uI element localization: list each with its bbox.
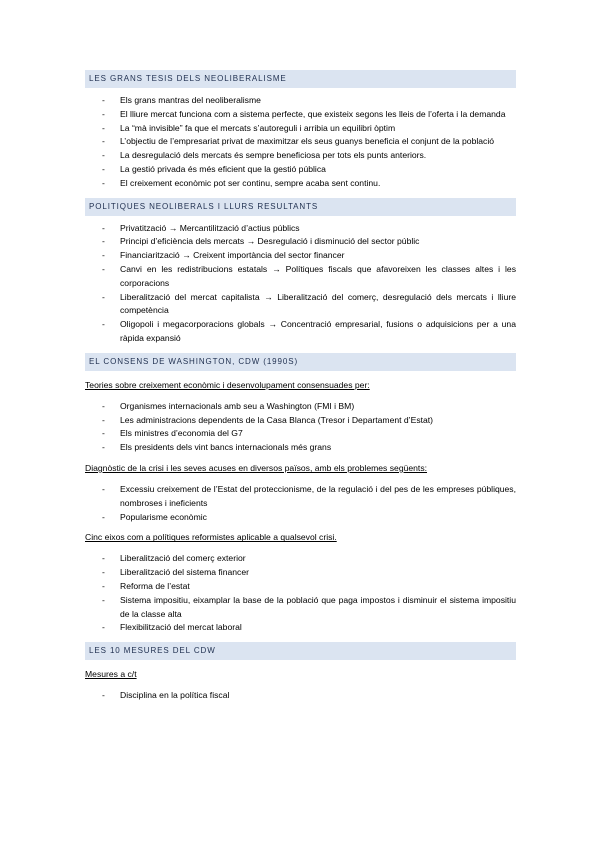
- dash-bullet-icon: -: [102, 263, 105, 274]
- dash-bullet-icon: -: [102, 222, 105, 233]
- bullet-list: [85, 94, 516, 191]
- list-item: - Liberalització del comerç exterior: [85, 552, 516, 566]
- document-page: [85, 70, 516, 710]
- bullet-list: [85, 222, 516, 346]
- dash-bullet-icon: -: [102, 108, 105, 119]
- dash-bullet-icon: -: [102, 553, 105, 564]
- section-heading: POLITIQUES NEOLIBERALS I LLURS RESULTANTS: [85, 198, 516, 216]
- subheading: Mesures a c/t: [85, 669, 137, 680]
- list-item: - La “mà invisible” fa que el mercats s’autoreguli i arribia un equilibri òptim: [85, 122, 516, 136]
- list-item: - Liberalització del sistema financer: [85, 566, 516, 580]
- dash-bullet-icon: -: [102, 594, 105, 605]
- bullet-list: [85, 483, 516, 524]
- list-item: - Les administracions dependents de la Casa Blanca (Tresor i Departament d’Estat): [85, 414, 516, 428]
- section-heading: LES 10 MESURES DEL CDW: [85, 642, 516, 660]
- list-item: - Canvi en les redistribucions estatals → Polítiques fiscals que afavoreixen les classes altes i les corporacions: [102, 263, 516, 288]
- list-item: - Els ministres d’economia del G7: [85, 427, 516, 441]
- dash-bullet-icon: -: [102, 400, 105, 411]
- list-item: - Excessiu creixement de l’Estat del proteccionisme, de la regulació i del pes de les empreses públiques, nombroses i ineficients: [102, 483, 516, 508]
- dash-bullet-icon: -: [102, 136, 105, 147]
- dash-bullet-icon: -: [102, 250, 105, 261]
- dash-bullet-icon: -: [102, 580, 105, 591]
- list-item: - Sistema impositiu, eixamplar la base de la població que paga impostos i disminuir el sistema impositiu de la classe alta: [102, 594, 516, 619]
- bullet-list: [85, 552, 516, 635]
- dash-bullet-icon: -: [102, 567, 105, 578]
- list-item: - La gestió privada és més eficient que la gestió pública: [85, 163, 516, 177]
- section-heading: EL CONSENS DE WASHINGTON, CDW (1990S): [85, 353, 516, 371]
- list-item: - Els grans mantras del neoliberalisme: [85, 94, 516, 108]
- subheading: Cinc eixos com a polítiques reformistes aplicable a qualsevol crisi.: [85, 532, 337, 543]
- list-item: - Privatització → Mercantilització d’actius públics: [85, 222, 516, 236]
- section-heading: LES GRANS TESIS DELS NEOLIBERALISME: [85, 70, 516, 88]
- subheading: Diagnòstic de la crisi i les seves acuses en diversos països, amb els problemes següents:: [85, 462, 428, 473]
- list-item: - El lliure mercat funciona com a sistema perfecte, que existeix segons les lleis de l’oferta i la demanda: [85, 108, 516, 122]
- list-item: - Organismes internacionals amb seu a Washington (FMI i BM): [85, 400, 516, 414]
- dash-bullet-icon: -: [102, 122, 105, 133]
- dash-bullet-icon: -: [102, 177, 105, 188]
- dash-bullet-icon: -: [102, 428, 105, 439]
- dash-bullet-icon: -: [102, 483, 105, 494]
- list-item: - Els presidents dels vint bancs internacionals més grans: [85, 441, 516, 455]
- dash-bullet-icon: -: [102, 442, 105, 453]
- list-item: - La desregulació dels mercats és sempre beneficiosa per tots els punts anteriors.: [85, 149, 516, 163]
- dash-bullet-icon: -: [102, 414, 105, 425]
- dash-bullet-icon: -: [102, 236, 105, 247]
- dash-bullet-icon: -: [102, 622, 105, 633]
- list-item: - El creixement econòmic pot ser continu, sempre acaba sent continu.: [85, 177, 516, 191]
- dash-bullet-icon: -: [102, 163, 105, 174]
- list-item: - Reforma de l’estat: [85, 580, 516, 594]
- list-item: - Popularisme econòmic: [85, 511, 516, 525]
- list-item: - L’objectiu de l’empresariat privat de maximitzar els seus guanys beneficia el conjunt de la població: [85, 135, 516, 149]
- list-item: - Oligopoli i megacorporacions globals → Concentració empresarial, fusions o adquisicions per a una ràpida expansió: [102, 319, 516, 343]
- dash-bullet-icon: -: [102, 690, 105, 701]
- bullet-list: [85, 689, 516, 703]
- list-item: - Financiarització → Creixent importància del sector financer: [85, 249, 516, 263]
- dash-bullet-icon: -: [102, 319, 105, 330]
- list-item: - Disciplina en la política fiscal: [85, 689, 516, 703]
- dash-bullet-icon: -: [102, 150, 105, 161]
- list-item: - Principi d’eficiència dels mercats → Desregulació i disminució del sector públic: [85, 235, 516, 249]
- dash-bullet-icon: -: [102, 291, 105, 302]
- dash-bullet-icon: -: [102, 511, 105, 522]
- bullet-list: [85, 400, 516, 455]
- dash-bullet-icon: -: [102, 95, 105, 105]
- list-item: - Liberalització del mercat capitalista → Liberalització del comerç, desregulació dels mercats i lliure competència: [102, 291, 516, 316]
- subheading: Teories sobre creixement econòmic i desenvolupament consensuades per:: [85, 379, 370, 390]
- list-item: - Flexibilització del mercat laboral: [85, 621, 516, 635]
